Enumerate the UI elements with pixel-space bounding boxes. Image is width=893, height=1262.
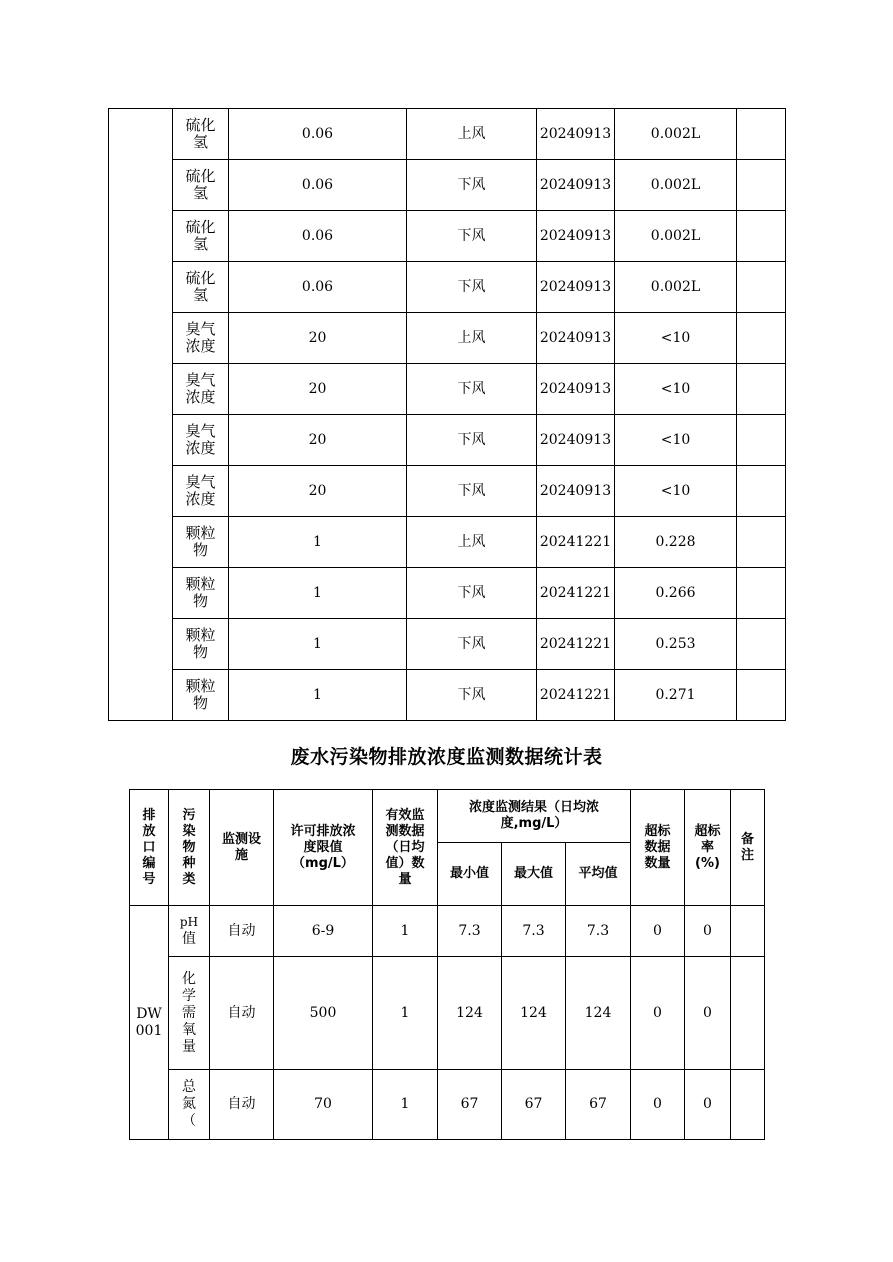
max-cell: 124	[502, 957, 566, 1070]
note-cell	[737, 619, 786, 670]
header-exceed-rate: 超标 率 (%)	[685, 790, 731, 906]
outlet-cell-continued	[109, 109, 173, 721]
wastewater-table	[129, 789, 765, 1140]
result-cell: <10	[615, 364, 737, 415]
limit-cell: 20	[229, 415, 407, 466]
date-cell: 20241221	[537, 670, 615, 721]
pollutant-cell: 化 学 需 氧 量	[169, 957, 210, 1070]
pollutant-cell: 臭气 浓度	[173, 415, 229, 466]
note-cell	[731, 957, 765, 1070]
table-row	[109, 262, 786, 313]
limit-cell: 0.06	[229, 109, 407, 160]
result-cell: <10	[615, 313, 737, 364]
header-row	[130, 790, 765, 843]
facility-cell: 自动	[210, 1070, 274, 1140]
note-cell	[737, 109, 786, 160]
note-cell	[737, 670, 786, 721]
header-max: 最大值	[502, 843, 566, 906]
note-cell	[737, 160, 786, 211]
pollutant-cell: 硫化 氢	[173, 262, 229, 313]
limit-cell: 1	[229, 619, 407, 670]
result-cell: 0.002L	[615, 262, 737, 313]
result-cell: 0.271	[615, 670, 737, 721]
pollutant-cell: 臭气 浓度	[173, 364, 229, 415]
note-cell	[737, 364, 786, 415]
date-cell: 20240913	[537, 160, 615, 211]
wind-direction-cell: 下风	[407, 670, 537, 721]
result-cell: 0.002L	[615, 109, 737, 160]
pollutant-cell: 臭气 浓度	[173, 466, 229, 517]
table-row	[130, 906, 765, 957]
note-cell	[737, 568, 786, 619]
header-exceed-count: 超标 数据 数量	[631, 790, 685, 906]
date-cell: 20240913	[537, 109, 615, 160]
min-cell: 7.3	[438, 906, 502, 957]
note-cell	[737, 313, 786, 364]
wind-direction-cell: 上风	[407, 517, 537, 568]
limit-cell: 6-9	[274, 906, 373, 957]
table-row	[109, 670, 786, 721]
count-cell: 1	[373, 957, 438, 1070]
limit-cell: 20	[229, 466, 407, 517]
facility-cell: 自动	[210, 906, 274, 957]
date-cell: 20240913	[537, 262, 615, 313]
exceed-rate-cell: 0	[685, 957, 731, 1070]
wind-direction-cell: 下风	[407, 415, 537, 466]
date-cell: 20240913	[537, 415, 615, 466]
pollutant-cell: 臭气 浓度	[173, 313, 229, 364]
limit-cell: 20	[229, 313, 407, 364]
exceed-rate-cell: 0	[685, 906, 731, 957]
header-result-group: 浓度监测结果（日均浓 度,mg/L）	[438, 790, 631, 843]
wind-direction-cell: 下风	[407, 568, 537, 619]
table-row	[109, 109, 786, 160]
header-pollutant-type: 污 染 物 种 类	[169, 790, 210, 906]
table-row	[109, 313, 786, 364]
max-cell: 67	[502, 1070, 566, 1140]
pollutant-cell: 硫化 氢	[173, 160, 229, 211]
table-row	[109, 211, 786, 262]
header-valid-data-count: 有效监 测数据 （日均 值）数 量	[373, 790, 438, 906]
pollutant-cell: 硫化 氢	[173, 109, 229, 160]
exceed-rate-cell: 0	[685, 1070, 731, 1140]
wastewater-table-title: 废水污染物排放浓度监测数据统计表	[290, 746, 603, 768]
table-row	[109, 415, 786, 466]
exceed-count-cell: 0	[631, 1070, 685, 1140]
header-outlet-id: 排 放 口 编 号	[130, 790, 169, 906]
header-monitoring-facility: 监测设 施	[210, 790, 274, 906]
wind-direction-cell: 下风	[407, 211, 537, 262]
header-note: 备 注	[731, 790, 765, 906]
header-avg: 平均值	[566, 843, 631, 906]
limit-cell: 20	[229, 364, 407, 415]
wind-direction-cell: 下风	[407, 619, 537, 670]
header-min: 最小值	[438, 843, 502, 906]
exceed-count-cell: 0	[631, 957, 685, 1070]
result-cell: 0.228	[615, 517, 737, 568]
pollutant-cell: pH 值	[169, 906, 210, 957]
pollutant-cell: 硫化 氢	[173, 211, 229, 262]
wind-direction-cell: 下风	[407, 364, 537, 415]
avg-cell: 7.3	[566, 906, 631, 957]
pollutant-cell: 总 氮 （	[169, 1070, 210, 1140]
min-cell: 67	[438, 1070, 502, 1140]
limit-cell: 70	[274, 1070, 373, 1140]
table-row	[130, 1070, 765, 1140]
min-cell: 124	[438, 957, 502, 1070]
table-row	[109, 364, 786, 415]
date-cell: 20241221	[537, 619, 615, 670]
note-cell	[737, 466, 786, 517]
limit-cell: 1	[229, 568, 407, 619]
wind-direction-cell: 下风	[407, 262, 537, 313]
result-cell: 0.002L	[615, 211, 737, 262]
limit-cell: 500	[274, 957, 373, 1070]
table-row	[109, 517, 786, 568]
pollutant-cell: 颗粒 物	[173, 517, 229, 568]
wind-direction-cell: 上风	[407, 109, 537, 160]
date-cell: 20241221	[537, 568, 615, 619]
result-cell: <10	[615, 466, 737, 517]
wind-direction-cell: 下风	[407, 160, 537, 211]
date-cell: 20240913	[537, 211, 615, 262]
facility-cell: 自动	[210, 957, 274, 1070]
table-row	[109, 466, 786, 517]
outlet-id-cell: DW 001	[130, 906, 169, 1140]
date-cell: 20241221	[537, 517, 615, 568]
table-row	[130, 957, 765, 1070]
note-cell	[731, 906, 765, 957]
limit-cell: 1	[229, 517, 407, 568]
limit-cell: 1	[229, 670, 407, 721]
table-row	[109, 160, 786, 211]
limit-cell: 0.06	[229, 262, 407, 313]
note-cell	[737, 262, 786, 313]
note-cell	[731, 1070, 765, 1140]
limit-cell: 0.06	[229, 211, 407, 262]
avg-cell: 124	[566, 957, 631, 1070]
result-cell: 0.266	[615, 568, 737, 619]
header-permitted-limit: 许可排放浓 度限值 （mg/L）	[274, 790, 373, 906]
date-cell: 20240913	[537, 313, 615, 364]
exceed-count-cell: 0	[631, 906, 685, 957]
wind-direction-cell: 上风	[407, 313, 537, 364]
limit-cell: 0.06	[229, 160, 407, 211]
date-cell: 20240913	[537, 364, 615, 415]
note-cell	[737, 517, 786, 568]
pollutant-cell: 颗粒 物	[173, 670, 229, 721]
result-cell: <10	[615, 415, 737, 466]
count-cell: 1	[373, 906, 438, 957]
wind-direction-cell: 下风	[407, 466, 537, 517]
table-row	[109, 619, 786, 670]
avg-cell: 67	[566, 1070, 631, 1140]
date-cell: 20240913	[537, 466, 615, 517]
max-cell: 7.3	[502, 906, 566, 957]
note-cell	[737, 211, 786, 262]
fugitive-emission-table	[108, 108, 786, 721]
pollutant-cell: 颗粒 物	[173, 619, 229, 670]
result-cell: 0.002L	[615, 160, 737, 211]
table-row	[109, 568, 786, 619]
pollutant-cell: 颗粒 物	[173, 568, 229, 619]
result-cell: 0.253	[615, 619, 737, 670]
count-cell: 1	[373, 1070, 438, 1140]
note-cell	[737, 415, 786, 466]
